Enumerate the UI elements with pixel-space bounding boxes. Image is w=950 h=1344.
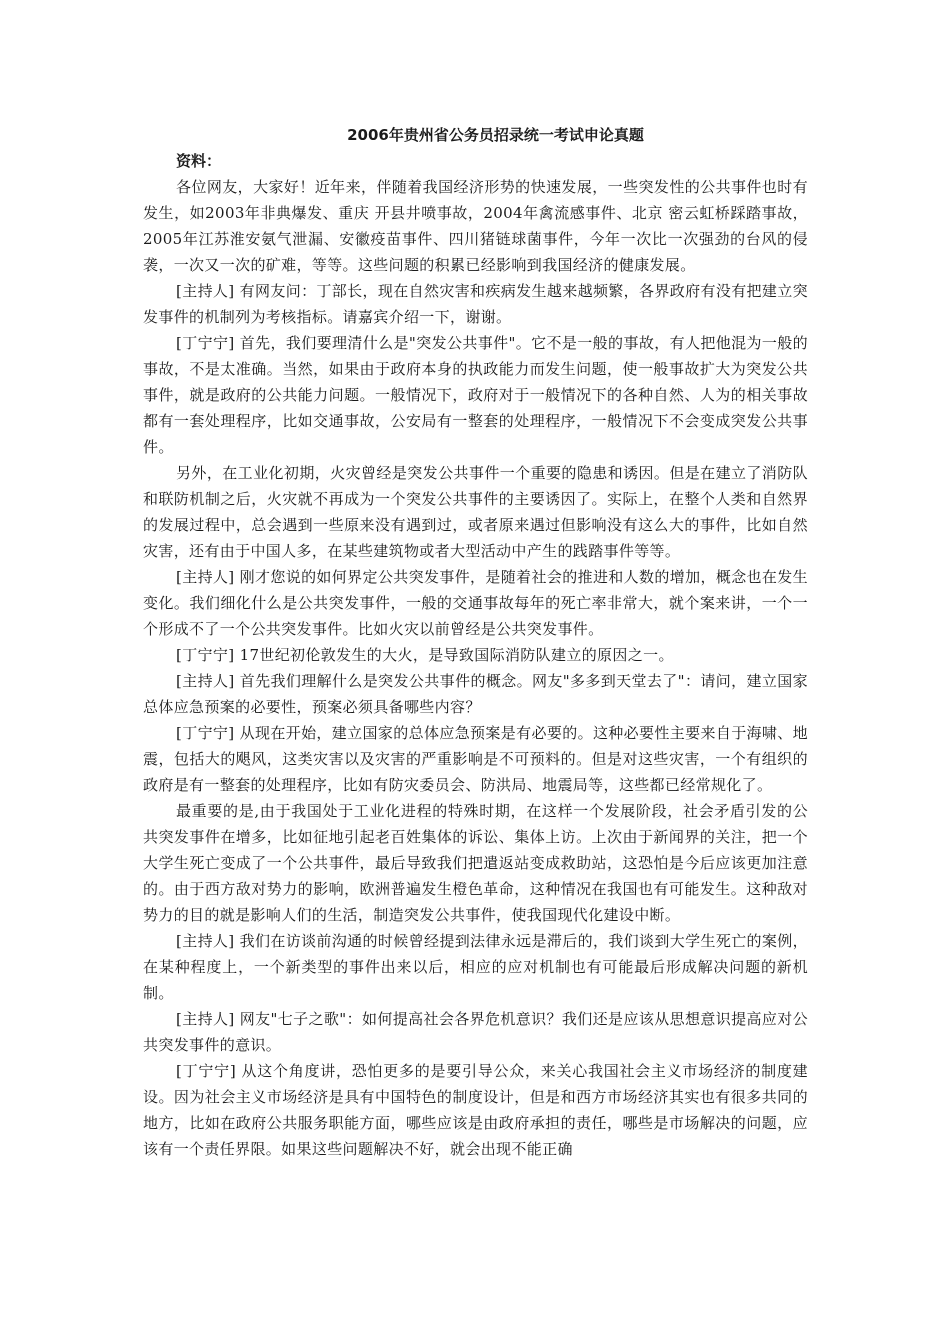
paragraph-ding-answer-1-cont: 另外，在工业化初期，火灾曾经是突发公共事件一个重要的隐患和诱因。但是在建立了消防队和联防机制之后，火灾就不再成为一个突发公共事件的主要诱因了。实际上，在整个人类和自然界的发展过程中，总会遇到一些原来没有遇到过，或者原来遇过但影响没有这么大的事件，比如自然灾害，还有由于中国人多，在某些建筑物或者大型活动中产生的践踏事件等等。 xyxy=(143,464,808,560)
paragraph-intro: 各位网友，大家好！近年来，伴随着我国经济形势的快速发展，一些突发性的公共事件也时有发生，如2003年非典爆发、重庆 开县井喷事故，2004年禽流感事件、北京 密云虹桥踩踏事故，2005年江苏淮安氨气泄漏、安徽疫苗事件、四川猪链球菌事件，今年一次比一次强劲的台风的侵袭，一次又一次的矿难，等等。这些问题的积累已经影响到我国经济的健康发展。 xyxy=(143,178,808,274)
section-label: 资料： xyxy=(176,152,222,170)
paragraph-ding-answer-1: [丁宁宁] 首先，我们要理清什么是"突发公共事件"。它不是一般的事故，有人把他混为一般的事故，不是太准确。当然，如果由于政府本身的执政能力而发生问题，使一般事故扩大为突发公共事件，就是政府的公共能力问题。一般情况下，政府对于一般情况下的各种自然、人为的相关事故都有一套处理程序，比如交通事故，公安局有一整套的处理程序，一般情况下不会变成突发公共事件。 xyxy=(143,334,808,456)
paragraph-host-question-3: [主持人] 网友"七子之歌"：如何提高社会各界危机意识？我们还是应该从思想意识提高应对公共突发事件的意识。 xyxy=(143,1010,808,1054)
document-title: 2006年贵州省公务员招录统一考试申论真题 xyxy=(347,126,644,144)
paragraph-ding-answer-4: [丁宁宁] 从这个角度讲，恐怕更多的是要引导公众，来关心我国社会主义市场经济的制度建设。因为社会主义市场经济是具有中国特色的制度设计，但是和西方市场经济其实也有很多共同的地方，比如在政府公共服务职能方面，哪些应该是由政府承担的责任，哪些是市场解决的问题，应该有一个责任界限。如果这些问题解决不好，就会出现不能正确 xyxy=(143,1062,808,1158)
paragraph-host-comment-1: [主持人] 刚才您说的如何界定公共突发事件，是随着社会的推进和人数的增加，概念也在发生变化。我们细化什么是公共突发事件，一般的交通事故每年的死亡率非常大，就个案来讲，一个一个形成不了一个公共突发事件。比如火灾以前曾经是公共突发事件。 xyxy=(143,568,808,638)
paragraph-ding-answer-2: [丁宁宁] 17世纪初伦敦发生的大火，是导致国际消防队建立的原因之一。 xyxy=(176,646,674,664)
paragraph-host-comment-2: [主持人] 我们在访谈前沟通的时候曾经提到法律永远是滞后的，我们谈到大学生死亡的案例，在某种程度上，一个新类型的事件出来以后，相应的应对机制也有可能最后形成解决问题的新机制。 xyxy=(143,932,808,1002)
document-page xyxy=(143,122,808,1162)
paragraph-ding-answer-3-cont: 最重要的是,由于我国处于工业化进程的特殊时期，在这样一个发展阶段，社会矛盾引发的公共突发事件在增多，比如征地引起老百姓集体的诉讼、集体上访。上次由于新闻界的关注，把一个大学生死亡变成了一个公共事件，最后导致我们把遣返站变成救助站，这恐怕是今后应该更加注意的。由于西方敌对势力的影响，欧洲普遍发生橙色革命，这种情况在我国也有可能发生。这种敌对势力的目的就是影响人们的生活，制造突发公共事件，使我国现代化建设中断。 xyxy=(143,802,808,924)
paragraph-host-question-1: [主持人] 有网友问：丁部长，现在自然灾害和疾病发生越来越频繁，各界政府有没有把建立突发事件的机制列为考核指标。请嘉宾介绍一下，谢谢。 xyxy=(143,282,808,326)
paragraph-host-question-2: [主持人] 首先我们理解什么是突发公共事件的概念。网友"多多到天堂去了"：请问，建立国家总体应急预案的必要性，预案必须具备哪些内容？ xyxy=(143,672,808,716)
paragraph-ding-answer-3: [丁宁宁] 从现在开始，建立国家的总体应急预案是有必要的。这种必要性主要来自于海啸、地震，包括大的飓风，这类灾害以及灾害的严重影响是不可预料的。但是对这些灾害，一个有组织的政府是有一整套的处理程序，比如有防灾委员会、防洪局、地震局等，这些都已经常规化了。 xyxy=(143,724,808,794)
